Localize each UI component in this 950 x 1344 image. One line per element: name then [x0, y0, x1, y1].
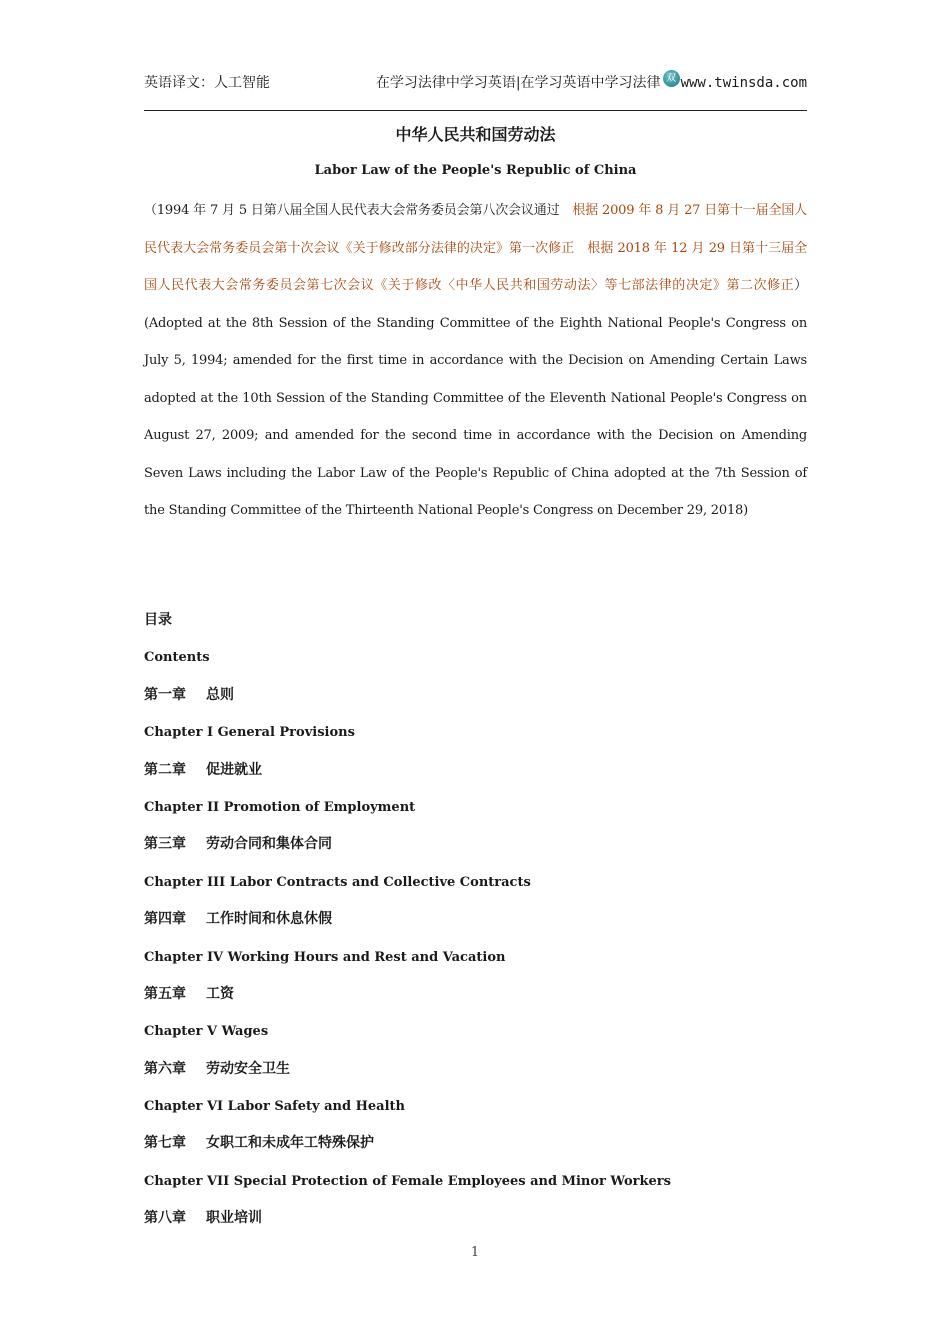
- page-number: 1: [470, 1245, 480, 1260]
- toc-chapter-cn[interactable]: [144, 677, 807, 714]
- intro-amendment-1: 根据 2009 年 8 月 27 日第十一届全国人民代表大会常务委员会第十次会议《关于修改部分法律的决定》第一次修正: [144, 203, 807, 256]
- toc-heading-en: Contents: [144, 650, 210, 666]
- toc-chapter-en[interactable]: Chapter VII Special Protection of Female Employees and Minor Workers: [144, 1173, 671, 1189]
- toc-chapter-number: 第五章: [144, 985, 186, 1002]
- header-divider: [144, 110, 807, 111]
- intro-english: (Adopted at the 8th Session of the Standing Committee of the Eighth National People's Congress on July 5, 1994; amended for the first time in accordance with the Decision on Amending Certain Laws adopted at the 10th Session of the Standing Committee of the Eleventh National People's Congress on August 27, 2009; and amended for the second time in accordance with the Decision on Amending Seven Laws including the Labor Law of the People's Republic of China adopted at the 7th Session of the Standing Committee of the Thirteenth National People's Congress on December 29, 2018): [144, 315, 807, 518]
- toc-chapter-number: 第六章: [144, 1060, 186, 1077]
- toc-chapter-number: 第二章: [144, 761, 186, 778]
- toc-chapter-en[interactable]: Chapter I General Provisions: [144, 725, 355, 741]
- toc-chapter-en[interactable]: Chapter VI Labor Safety and Health: [144, 1099, 405, 1115]
- toc-chapter-title-cn: 工作时间和休息休假: [206, 911, 332, 928]
- toc-chapter-number: 第三章: [144, 836, 186, 853]
- title-chinese: 中华人民共和国劳动法: [395, 125, 556, 144]
- toc-chapter-en[interactable]: Chapter III Labor Contracts and Collective Contracts: [144, 874, 531, 890]
- toc-chapter-cn[interactable]: [144, 1125, 807, 1162]
- toc-chapter-en[interactable]: Chapter IV Working Hours and Rest and Vacation: [144, 949, 506, 965]
- intro-paragraph: [144, 192, 807, 530]
- toc-chapter-cn[interactable]: [144, 1051, 807, 1088]
- toc-chapter-en[interactable]: Chapter II Promotion of Employment: [144, 799, 416, 815]
- toc-chapter-cn[interactable]: [144, 826, 807, 863]
- table-of-contents: [144, 602, 807, 1238]
- toc-chapter-cn[interactable]: [144, 1200, 807, 1237]
- toc-chapter-number: 第一章: [144, 686, 186, 703]
- toc-chapter-title-cn: 促进就业: [206, 761, 262, 778]
- header-url-link[interactable]: www.twinsda.com: [680, 75, 807, 91]
- toc-chapter-number: 第八章: [144, 1210, 186, 1227]
- header-slogan: 在学习法律中学习英语|在学习英语中学习法律: [375, 75, 661, 91]
- intro-close-cn: ）: [794, 278, 807, 293]
- intro-amendment-2: 根据 2018 年 12 月 29 日第十三届全国人民代表大会常务委员会第七次会议《关于修改〈中华人民共和国劳动法〉等七部法律的决定》第二次修正: [144, 240, 808, 293]
- toc-chapter-number: 第四章: [144, 911, 186, 928]
- toc-heading-cn: 目录: [144, 612, 172, 628]
- toc-chapter-cn[interactable]: [144, 901, 807, 938]
- twinsda-logo-icon: 双: [663, 70, 680, 87]
- toc-chapter-cn[interactable]: [144, 976, 807, 1013]
- header-slogan-group: [376, 72, 807, 94]
- toc-chapter-title-cn: 劳动合同和集体合同: [206, 836, 332, 853]
- toc-chapter-title-cn: 女职工和未成年工特殊保护: [206, 1135, 374, 1152]
- header-section-label: 英语译文：人工智能: [144, 75, 270, 91]
- page-header: [144, 72, 807, 94]
- toc-chapter-title-cn: 总则: [206, 686, 234, 703]
- toc-chapter-title-cn: 职业培训: [206, 1210, 262, 1227]
- toc-chapter-cn[interactable]: [144, 752, 807, 789]
- toc-chapter-en[interactable]: Chapter V Wages: [144, 1024, 269, 1040]
- intro-adopted-cn: （1994 年 7 月 5 日第八届全国人民代表大会常务委员会第八次会议通过: [144, 203, 573, 218]
- toc-chapter-title-cn: 工资: [206, 985, 234, 1002]
- title-english: Labor Law of the People's Republic of China: [314, 163, 637, 178]
- toc-chapter-number: 第七章: [144, 1135, 186, 1152]
- toc-chapter-title-cn: 劳动安全卫生: [206, 1060, 290, 1077]
- toc-chapter-list: [144, 677, 807, 1238]
